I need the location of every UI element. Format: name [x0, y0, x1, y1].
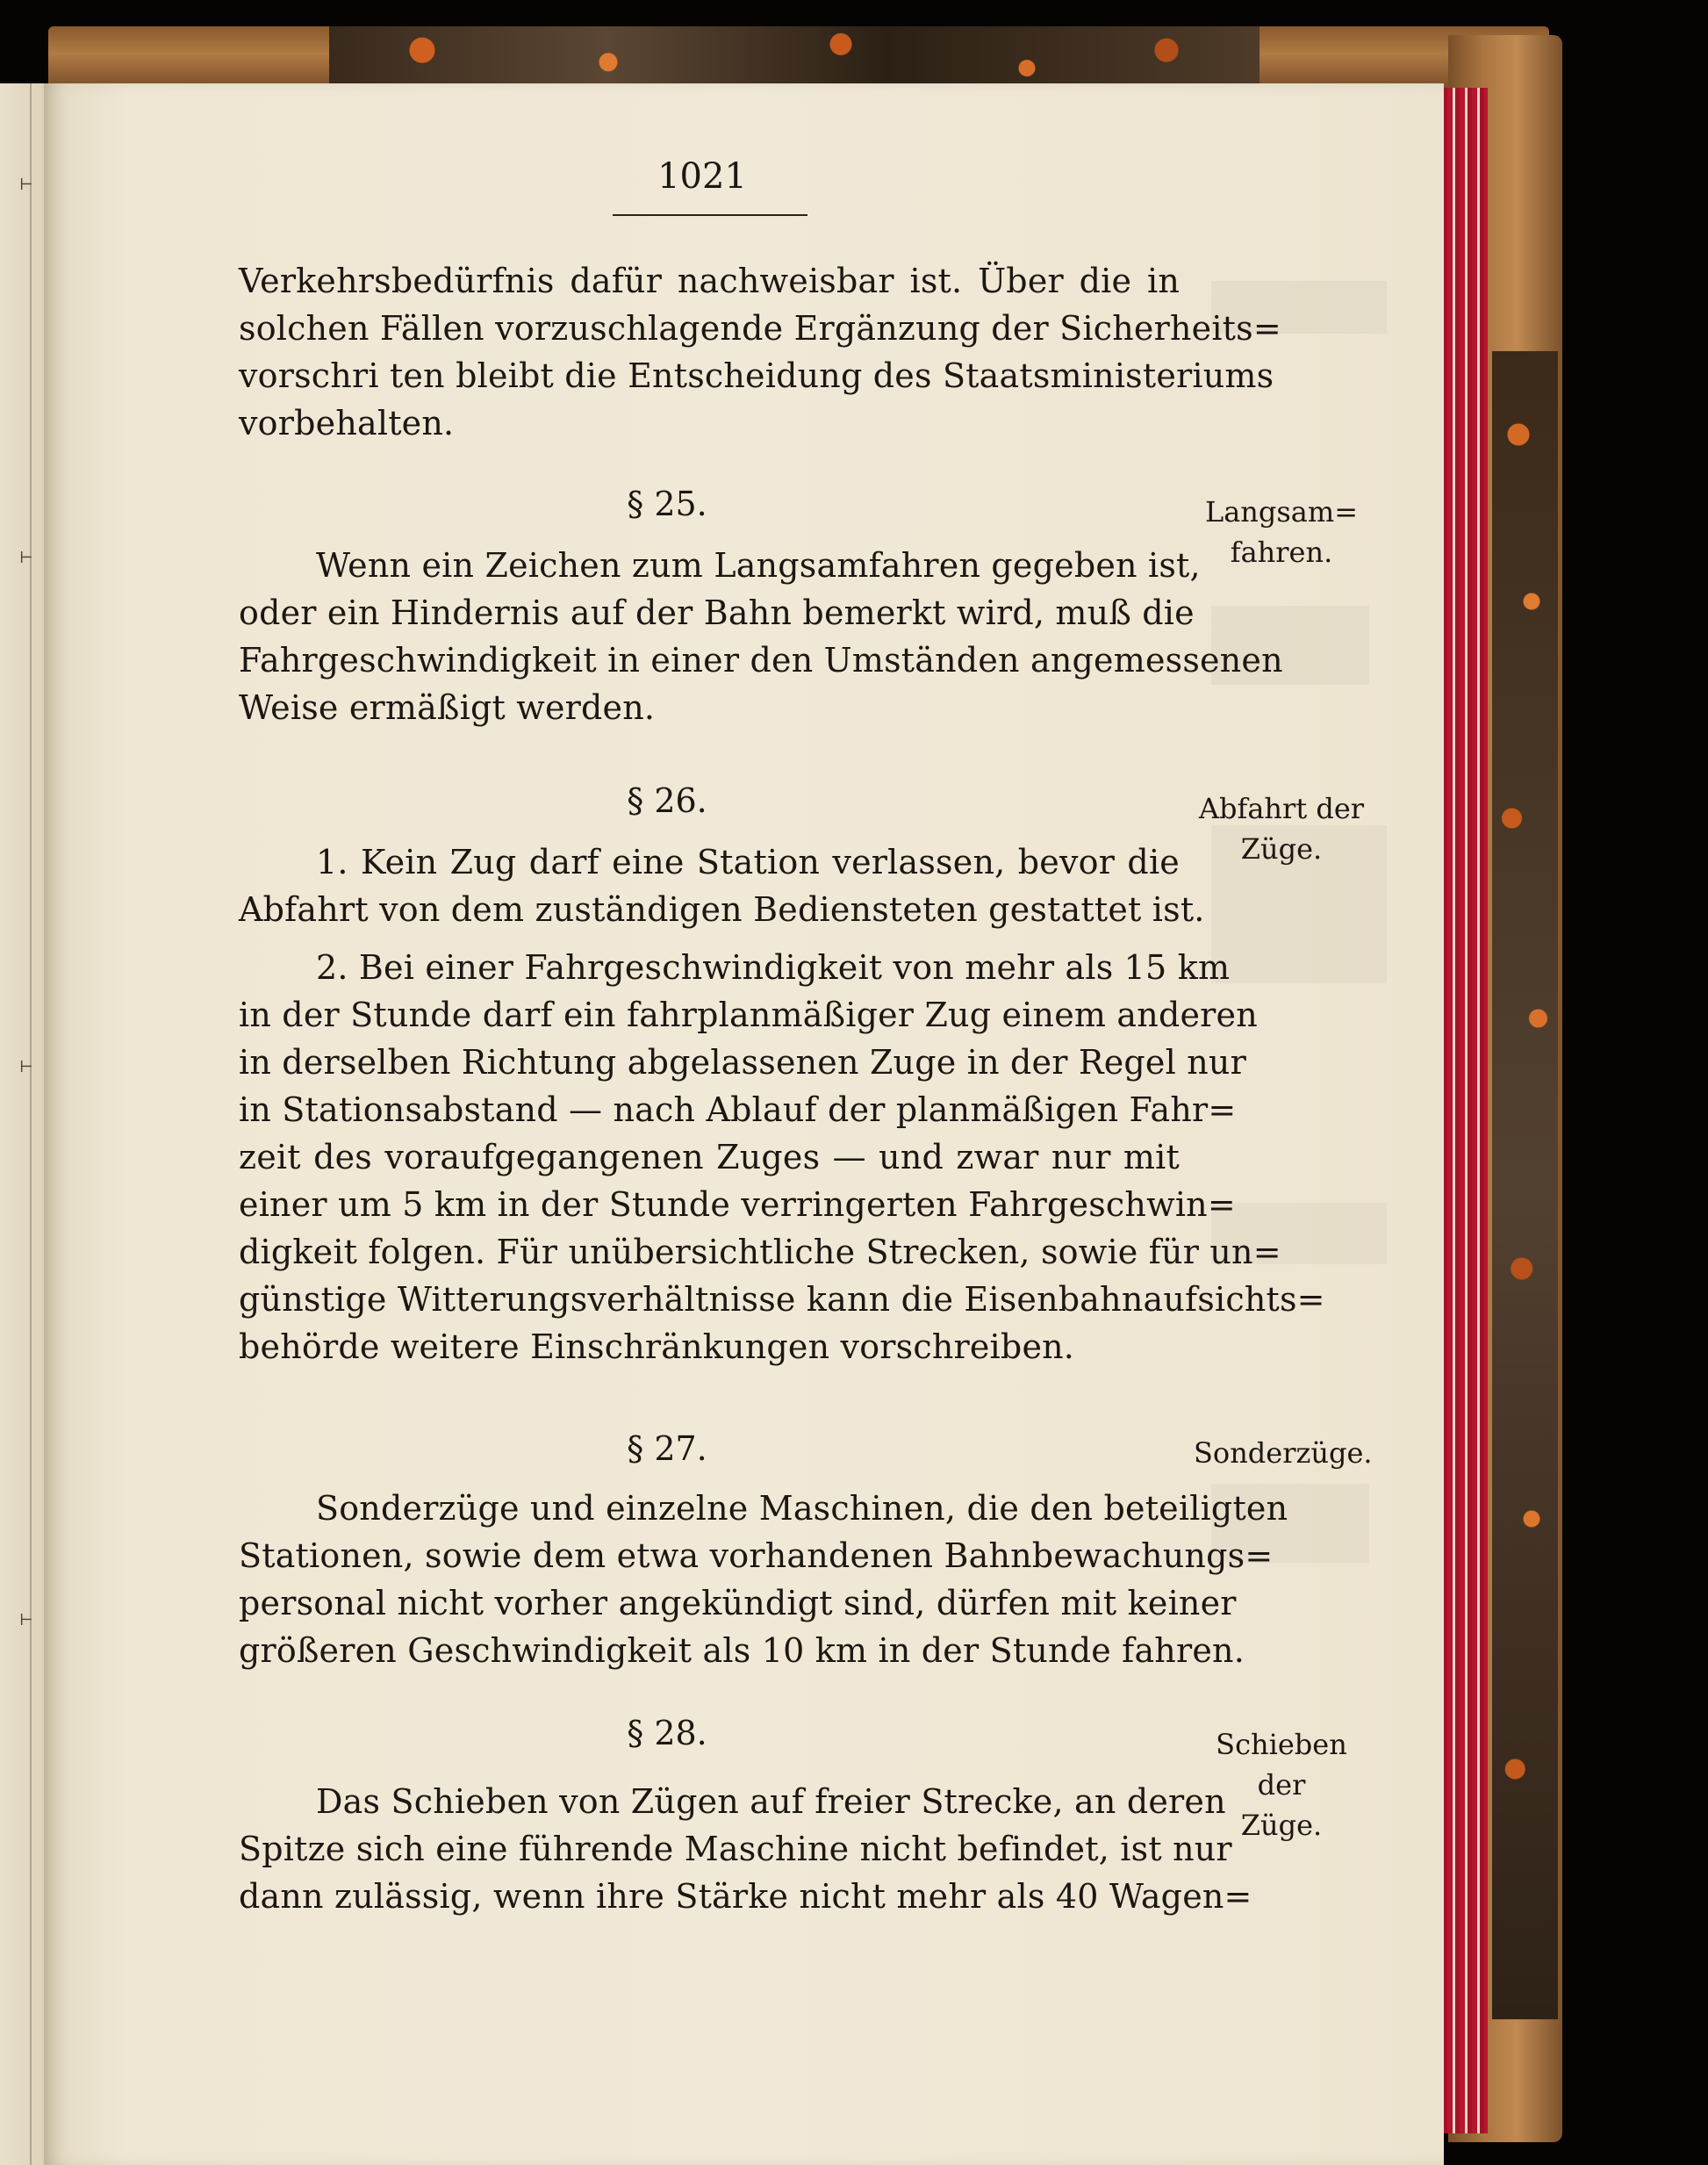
- marbled-cover-top: [329, 26, 1259, 86]
- binding-thread-icon: ⊢: [19, 1611, 33, 1629]
- margin-note-schieben: [1194, 1724, 1369, 1845]
- text-line: 1. Kein Zug darf eine Station verlassen, bevor die: [316, 843, 1180, 881]
- page-number-rule: [613, 214, 807, 216]
- text-line: einer um 5 km in der Stunde verringerten Fahrgeschwin=: [239, 1185, 1236, 1224]
- section-heading: § 26.: [627, 781, 707, 820]
- margin-note-line: Abfahrt der: [1198, 792, 1365, 825]
- text-line: Verkehrsbedürfnis dafür nachweisbar ist. Über die in: [239, 262, 1180, 300]
- margin-note-line: Züge.: [1240, 832, 1323, 866]
- margin-note-langsamfahren: [1194, 492, 1369, 572]
- text-line: größeren Geschwindigkeit als 10 km in der Stunde fahren.: [239, 1631, 1245, 1670]
- text-line: in Stationsabstand — nach Ablauf der planmäßigen Fahr=: [239, 1090, 1237, 1129]
- section-heading: § 25.: [627, 485, 707, 523]
- text-line: Spitze sich eine führende Maschine nicht befindet, ist nur: [239, 1830, 1232, 1868]
- margin-note-line: Züge.: [1240, 1809, 1323, 1842]
- text-line: günstige Witterungsverhältnisse kann die Eisenbahnaufsichts=: [239, 1280, 1325, 1319]
- margin-note-line: Langsam=: [1204, 495, 1359, 529]
- binding-thread-icon: ⊢: [19, 549, 33, 567]
- text-line: oder ein Hindernis auf der Bahn bemerkt wird, muß die: [239, 593, 1195, 632]
- text-line: dann zulässig, wenn ihre Stärke nicht mehr als 40 Wagen=: [239, 1877, 1252, 1916]
- text-line: personal nicht vorher angekündigt sind, dürfen mit keiner: [239, 1584, 1237, 1622]
- margin-note-sonderzuege: [1194, 1433, 1373, 1473]
- text-line: Stationen, sowie dem etwa vorhandenen Bahnbewachungs=: [239, 1536, 1274, 1575]
- section-heading: § 27.: [627, 1429, 707, 1468]
- gutter-fold: [30, 83, 32, 2165]
- marbled-cover-right: [1492, 351, 1558, 2019]
- text-line: digkeit folgen. Für unübersichtliche Strecken, sowie für un=: [239, 1233, 1281, 1271]
- text-line: vorschri ten bleibt die Entscheidung des Staatsministeriums: [239, 356, 1274, 395]
- text-line: Fahrgeschwindigkeit in einer den Umständen angemessenen: [239, 641, 1283, 680]
- text-line: Sonderzüge und einzelne Maschinen, die den beteiligten: [316, 1489, 1288, 1528]
- binding-thread-icon: ⊢: [19, 1058, 33, 1076]
- text-line: vorbehalten.: [239, 404, 455, 442]
- text-line: in der Stunde darf ein fahrplanmäßiger Zug einem anderen: [239, 996, 1258, 1034]
- margin-note-line: Sonderzüge.: [1194, 1436, 1373, 1470]
- binding-thread-icon: ⊢: [19, 176, 33, 194]
- margin-note-line: Schieben der: [1216, 1728, 1347, 1802]
- text-line: solchen Fällen vorzuschlagende Ergänzung der Sicherheits=: [239, 309, 1281, 348]
- section-heading: § 28.: [627, 1714, 707, 1752]
- text-line: Abfahrt von dem zuständigen Bediensteten gestattet ist.: [239, 890, 1205, 929]
- text-line: Wenn ein Zeichen zum Langsamfahren gegeben ist,: [316, 546, 1201, 585]
- text-line: behörde weitere Einschränkungen vorschreiben.: [239, 1327, 1075, 1366]
- page-number: 1021: [657, 156, 747, 197]
- text-line: Weise ermäßigt werden.: [239, 688, 656, 727]
- margin-note-abfahrt: [1194, 788, 1369, 869]
- text-line: in derselben Richtung abgelassenen Zuge in der Regel nur: [239, 1043, 1246, 1082]
- left-page-edge: [0, 83, 48, 2165]
- text-line: 2. Bei einer Fahrgeschwindigkeit von mehr als 15 km: [316, 948, 1231, 987]
- text-line: zeit des voraufgegangenen Zuges — und zwar nur mit: [239, 1138, 1180, 1176]
- text-line: Das Schieben von Zügen auf freier Strecke, an deren: [316, 1782, 1226, 1821]
- margin-note-line: fahren.: [1230, 536, 1333, 569]
